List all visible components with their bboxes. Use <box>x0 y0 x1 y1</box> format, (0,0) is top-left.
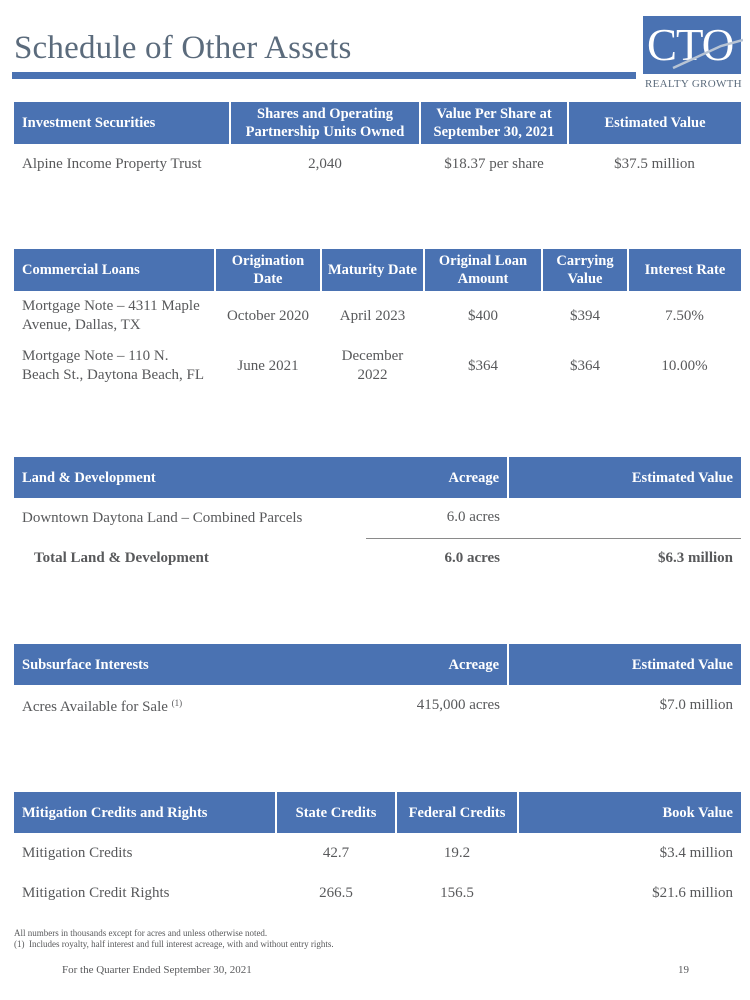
company-logo <box>643 16 743 92</box>
column-header: State Credits <box>276 792 396 833</box>
table-cell: $21.6 million <box>652 884 733 901</box>
title-rule <box>12 72 636 79</box>
table-cell: $37.5 million <box>614 155 695 172</box>
table-cell: 42.7 <box>322 844 350 861</box>
column-header: Value Per Share at September 30, 2021 <box>420 102 568 144</box>
table-cell: December 2022 <box>341 348 404 383</box>
total-value: $6.3 million <box>508 538 741 578</box>
column-header: Subsurface Interests <box>14 644 366 685</box>
table-cell: 10.00% <box>661 357 708 374</box>
table-cell: 6.0 acres <box>446 509 500 526</box>
table-cell: $364 <box>468 357 498 374</box>
table-cell: 7.50% <box>665 307 704 324</box>
table-header-row <box>14 644 741 685</box>
subsurface-interests-table <box>14 644 741 725</box>
table-row <box>14 833 741 873</box>
table-cell: $7.0 million <box>659 696 733 713</box>
column-header: Estimated Value <box>508 644 741 685</box>
table-row <box>14 498 741 538</box>
table-cell: 415,000 acres <box>416 696 500 713</box>
footnote-1-marker: (1) <box>14 939 25 949</box>
commercial-loans-table <box>14 249 741 391</box>
footnote-1-text: Includes royalty, half interest and full interest acreage, with and without entry rights. <box>29 939 334 949</box>
row-label: Acres Available for Sale <box>22 698 168 715</box>
land-development-table <box>14 457 741 578</box>
logo-subtext: REALTY GROWTH <box>645 78 742 90</box>
column-header: Shares and Operating Partnership Units Owned <box>230 102 420 144</box>
table-cell <box>14 685 366 725</box>
table-cell: $18.37 per share <box>444 155 544 172</box>
logo-text: CTO <box>647 20 734 70</box>
table-cell <box>508 498 741 538</box>
footnote-1 <box>14 939 334 950</box>
table-cell: $364 <box>570 357 600 374</box>
column-header: Land & Development <box>14 457 366 498</box>
column-header: Estimated Value <box>508 457 741 498</box>
table-cell: $400 <box>468 307 498 324</box>
table-cell: Mitigation Credit Rights <box>22 884 170 901</box>
column-header: Book Value <box>518 792 741 833</box>
table-cell: October 2020 <box>226 307 310 324</box>
total-row <box>14 538 741 578</box>
column-header: Commercial Loans <box>14 249 215 291</box>
column-header: Origination Date <box>215 249 321 291</box>
table-cell: 156.5 <box>440 884 474 901</box>
footnote-marker: (1) <box>171 697 183 708</box>
footnotes <box>14 928 334 950</box>
column-header: Mitigation Credits and Rights <box>14 792 276 833</box>
page-title: Schedule of Other Assets <box>14 30 352 66</box>
column-header: Acreage <box>366 457 508 498</box>
total-acreage: 6.0 acres <box>366 538 508 578</box>
column-header: Estimated Value <box>568 102 741 144</box>
column-header: Acreage <box>366 644 508 685</box>
table-row <box>14 873 741 913</box>
table-row <box>14 144 741 184</box>
column-header: Investment Securities <box>14 102 230 144</box>
table-cell: April 2023 <box>339 307 406 324</box>
table-cell: Mortgage Note – 4311 Maple Avenue, Dallas, TX <box>22 298 200 333</box>
column-header: Original Loan Amount <box>424 249 542 291</box>
total-label: Total Land & Development <box>34 549 209 566</box>
column-header: Federal Credits <box>396 792 518 833</box>
investment-securities-table <box>14 102 741 184</box>
mitigation-table <box>14 792 741 913</box>
table-cell: Alpine Income Property Trust <box>22 155 202 172</box>
table-cell: 2,040 <box>308 155 342 172</box>
table-cell: 266.5 <box>319 884 353 901</box>
column-header: Maturity Date <box>321 249 424 291</box>
table-row <box>14 685 741 725</box>
general-note: All numbers in thousands except for acres and unless otherwise noted. <box>14 928 268 938</box>
table-cell: Downtown Daytona Land – Combined Parcels <box>22 509 303 526</box>
table-row <box>14 291 741 341</box>
table-cell: $394 <box>570 307 600 324</box>
page-number: 19 <box>678 964 689 976</box>
table-cell: $3.4 million <box>659 844 733 861</box>
footer-period: For the Quarter Ended September 30, 2021 <box>62 964 252 976</box>
table-cell: Mortgage Note – 110 N. Beach St., Daytona Beach, FL <box>22 348 205 383</box>
table-header-row <box>14 102 741 144</box>
table-cell: Mitigation Credits <box>22 844 133 861</box>
table-header-row <box>14 249 741 291</box>
table-cell: 19.2 <box>443 844 471 861</box>
column-header: Carrying Value <box>542 249 628 291</box>
table-header-row <box>14 457 741 498</box>
logo-swoosh-icon <box>643 16 743 74</box>
table-header-row <box>14 792 741 833</box>
table-cell: June 2021 <box>237 357 299 374</box>
column-header: Interest Rate <box>628 249 741 291</box>
table-row <box>14 341 741 391</box>
